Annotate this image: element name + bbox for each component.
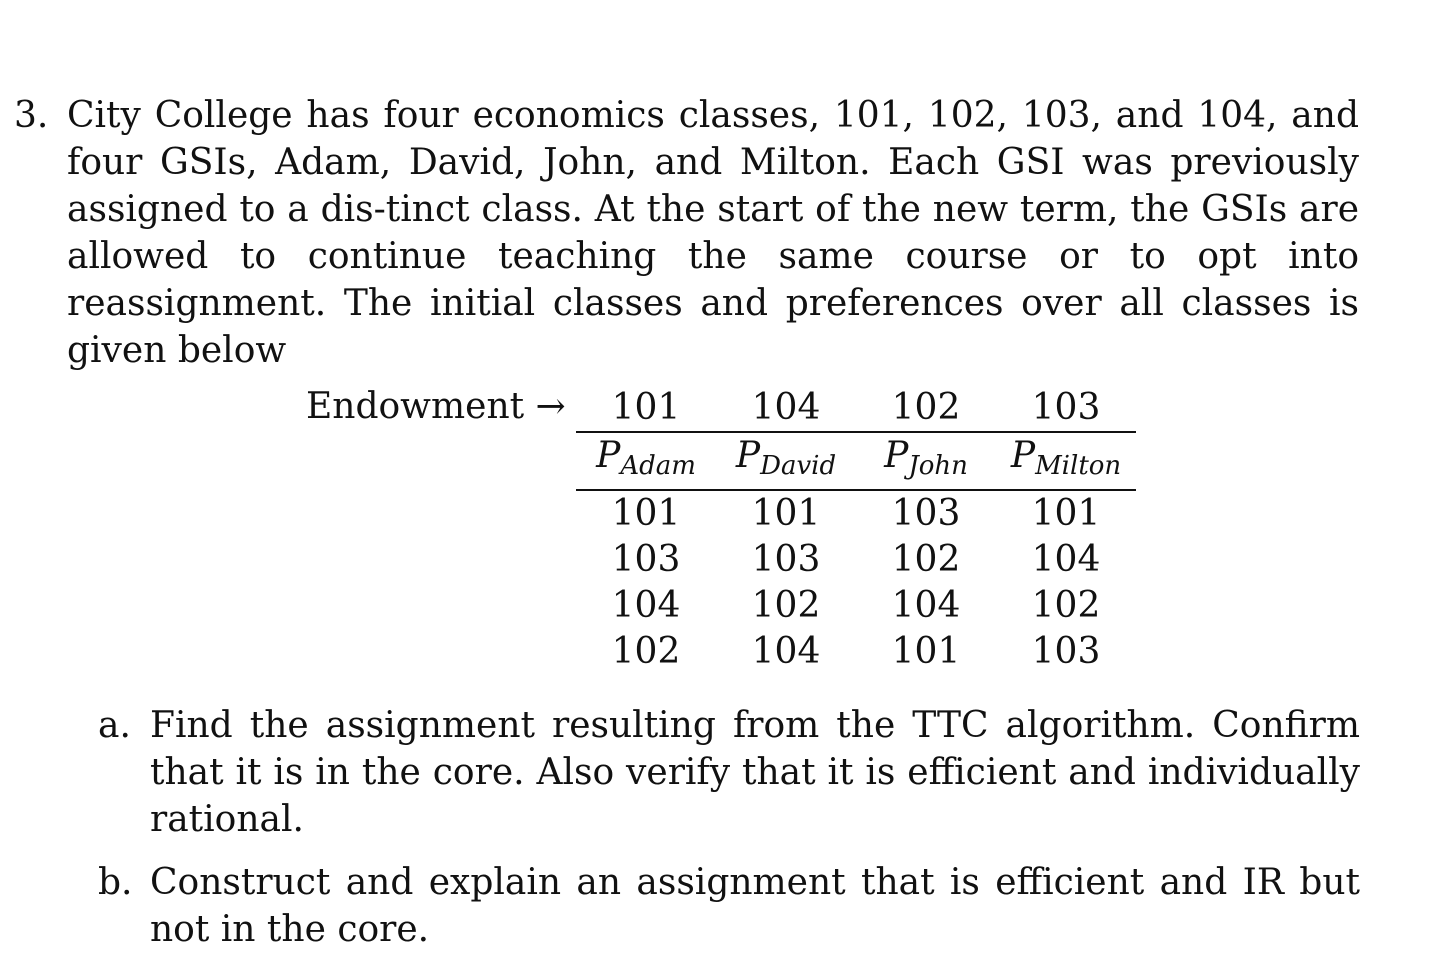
table-row [576,490,1136,537]
part-b [98,859,1360,953]
preference-table-area [306,385,1146,672]
header-adam: $P_{Adam}$ [576,432,716,490]
endowment-row [576,385,1136,432]
table-cell: 104 [891,585,961,626]
problem-statement: City College has four economics classes, 101, 102, 103, and 104, and four GSIs, Adam, David, John, and Milton. Each GSI was previously assigned to a dis-tinct class. At the start of the new term, the GSIs are allowed to continue teaching the same course or to opt into reassignment. The initial classes and preferences over all classes is given below [67,95,1359,371]
table-cell: 102 [1031,585,1101,626]
table-row [576,629,1136,675]
table-cell: 103 [1031,631,1101,672]
part-b-letter: b. [98,862,133,903]
table-cell: 101 [891,631,961,672]
table-cell: 102 [751,585,821,626]
endowment-john: 102 [856,385,996,432]
part-a-letter: a. [98,705,131,746]
table-cell: 103 [751,539,821,580]
header-milton: $P_{Milton}$ [996,432,1136,490]
preference-table [576,385,1136,675]
part-b-text: Construct and explain an assignment that is efficient and IR but not in the core. [150,862,1360,950]
endowment-adam: 101 [576,385,716,432]
table-cell: 103 [611,539,681,580]
header-david: $P_{David}$ [716,432,856,490]
part-a [98,702,1360,843]
table-cell: 104 [1031,539,1101,580]
table-cell: 104 [611,585,681,626]
header-john: $P_{John}$ [856,432,996,490]
table-row [576,537,1136,583]
table-row [576,583,1136,629]
problem-number: 3. [14,95,49,136]
table-cell: 101 [1031,493,1101,534]
endowment-milton: 103 [996,385,1136,432]
table-cell: 102 [611,631,681,672]
table-cell: 104 [751,631,821,672]
sub-questions [98,702,1360,969]
table-cell: 101 [751,493,821,534]
table-cell: 101 [611,493,681,534]
endowment-label: Endowment → [306,386,566,427]
table-cell: 103 [891,493,961,534]
part-a-text: Find the assignment resulting from the TTC algorithm. Confirm that it is in the core. Also verify that it is efficient and individually rational. [150,705,1360,840]
header-row [576,432,1136,490]
endowment-david: 104 [716,385,856,432]
table-cell: 102 [891,539,961,580]
